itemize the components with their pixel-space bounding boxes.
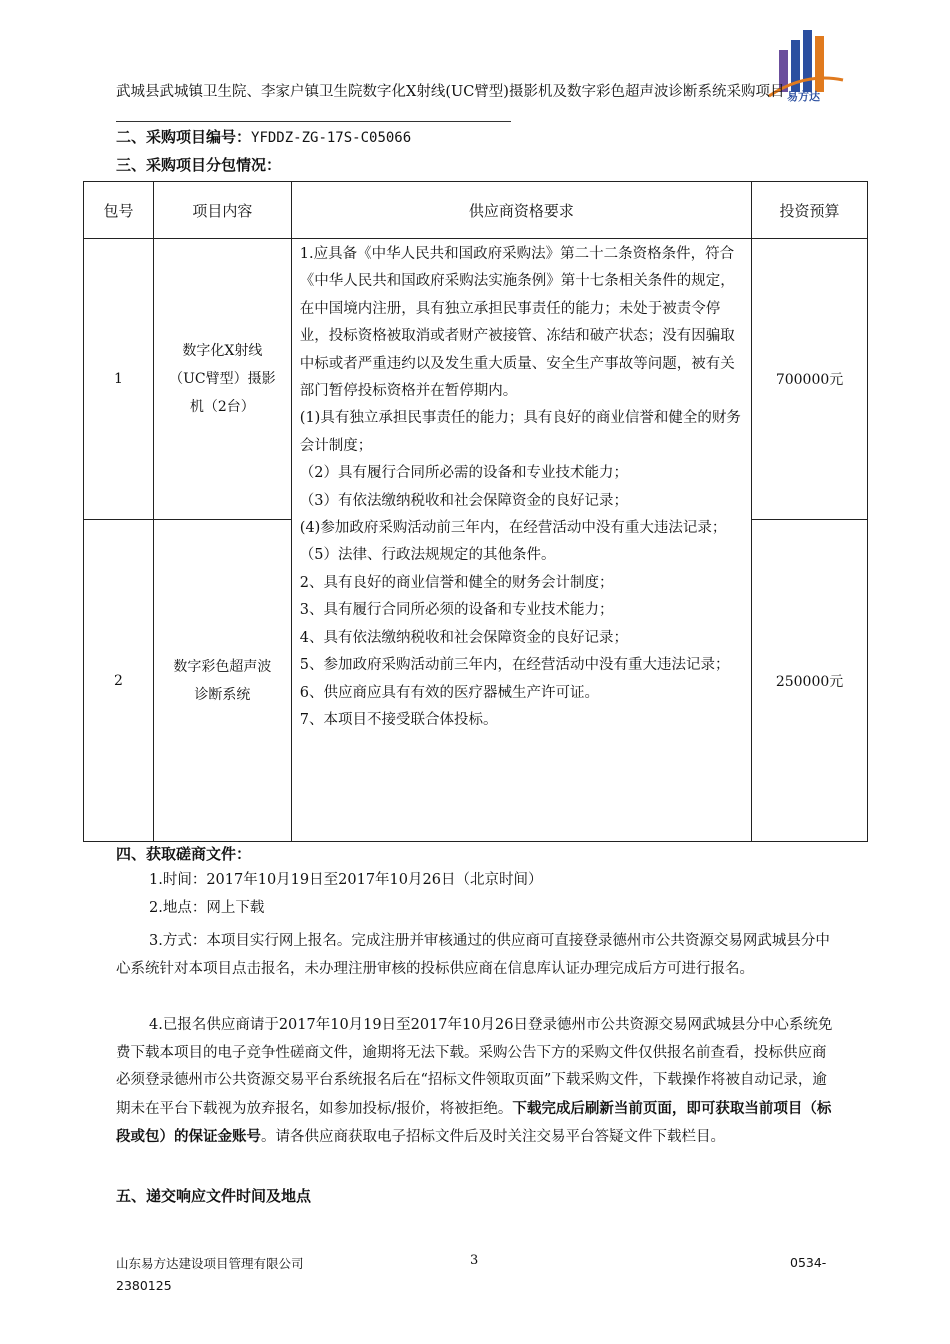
page-number: 3 [470, 1253, 479, 1268]
requirement-item: （2）具有履行合同所必需的设备和专业技术能力； [299, 465, 629, 482]
requirement-item: 2、具有良好的商业信誉和健全的财务会计制度； [299, 574, 614, 591]
header-rule [116, 121, 511, 122]
header-package-no: 包号 [84, 182, 154, 239]
supplier-requirements [291, 239, 751, 842]
acquire-download-notice [116, 1012, 836, 1152]
requirement-item: 5、参加政府采购活动前三年内，在经营活动中没有重大违法记录； [299, 657, 730, 674]
footer-company-name: 山东易方达建设项目管理有限公司 [116, 1256, 304, 1271]
package-content: 数字彩色超声波诊断系统 [153, 520, 291, 842]
package-content: 数字化X射线（UC臂型）摄影机（2台） [153, 239, 291, 520]
package-table [83, 181, 868, 842]
logo-text: 易方达 [787, 90, 820, 102]
table-row [84, 239, 868, 520]
section-5-heading: 五、递交响应文件时间及地点 [116, 1187, 312, 1205]
acquire-time: 1.时间：2017年10月19日至2017年10月26日（北京时间） [149, 872, 543, 888]
download-notice-text: 4.已报名供应商请于2017年10月19日至2017年10月26日登录德州市公共资源交易网武城县分中心系统免费下载本项目的电子竞争性磋商文件，逾期将无法下载。采购公告下方的采购文件仅供报名前查看，投标供应商必须登录德州市公共资源交易平台系统报名后在“招标文件领取页面”下载采购文件，下载操作将被自动记录，逾期未在平台下载视为放弃报名，如参加投标/报价，将被拒绝。 [116, 1017, 833, 1117]
acquire-place: 2.地点：网上下载 [149, 900, 265, 916]
footer-company [116, 1253, 304, 1297]
package-no: 1 [84, 239, 154, 520]
package-no: 2 [84, 520, 154, 842]
requirement-item: (4)参加政府采购活动前三年内，在经营活动中没有重大违法记录； [299, 520, 727, 537]
requirement-item: （5）法律、行政法规规定的其他条件。 [299, 547, 556, 564]
package-budget: 250000元 [752, 520, 868, 842]
table-header-row [84, 182, 868, 239]
download-notice-tail: 。请各供应商获取电子招标文件后及时关注交易平台答疑文件下载栏目。 [261, 1129, 725, 1145]
acquire-method: 3.方式：本项目实行网上报名。完成注册并审核通过的供应商可直接登录德州市公共资源交易网武城县分中心系统针对本项目点击报名，未办理注册审核的投标供应商在信息库认证办理完成后方可进行报名。 [116, 933, 830, 977]
project-code: YFDDZ-ZG-17S-C05066 [251, 130, 412, 146]
section-2-label: 二、采购项目编号： [116, 128, 252, 146]
footer-phone-tail: 2380125 [116, 1278, 172, 1293]
download-notice-bold: 下载完成后刷新当前页面，即可获取当前项目（标段或包）的保证金账号 [116, 1099, 832, 1145]
footer-phone-prefix: 0534- [790, 1255, 827, 1270]
document-header-title: 武城县武城镇卫生院、李家户镇卫生院数字化X射线(UC臂型)摄影机及数字彩色超声波诊断系统采购项目 [116, 84, 785, 100]
requirement-item: （3）有依法缴纳税收和社会保障资金的良好记录； [299, 492, 629, 509]
section-4-heading: 四、获取磋商文件： [116, 845, 252, 863]
requirement-item: 3、具有履行合同所必须的设备和专业技术能力； [299, 602, 614, 619]
requirement-item: 1.应具备《中华人民共和国政府采购法》第二十二条资格条件，符合《中华人民共和国政府采购法实施条例》第十七条相关条件的规定，在中国境内注册，具有独立承担民事责任的能力；未处于被责令停业，投标资格被取消或者财产被接管、冻结和破产状态；没有因骗取中标或者严重违约以及发生重大质量、安全生产事故等问题，被有关部门暂停投标资格并在暂停期内。 [299, 246, 735, 400]
section-2-heading [116, 126, 411, 147]
header-budget: 投资预算 [752, 182, 868, 239]
requirement-item: 6、供应商应具有有效的医疗器械生产许可证。 [299, 684, 600, 701]
requirement-item: 7、本项目不接受联合体投标。 [299, 711, 498, 728]
section-3-heading: 三、采购项目分包情况： [116, 156, 282, 174]
header-requirements: 供应商资格要求 [291, 182, 751, 239]
requirement-item: (1)具有独立承担民事责任的能力；具有良好的商业信誉和健全的财务会计制度； [299, 410, 741, 454]
package-budget: 700000元 [752, 239, 868, 520]
requirement-item: 4、具有依法缴纳税收和社会保障资金的良好记录； [299, 629, 629, 646]
header-content: 项目内容 [153, 182, 291, 239]
